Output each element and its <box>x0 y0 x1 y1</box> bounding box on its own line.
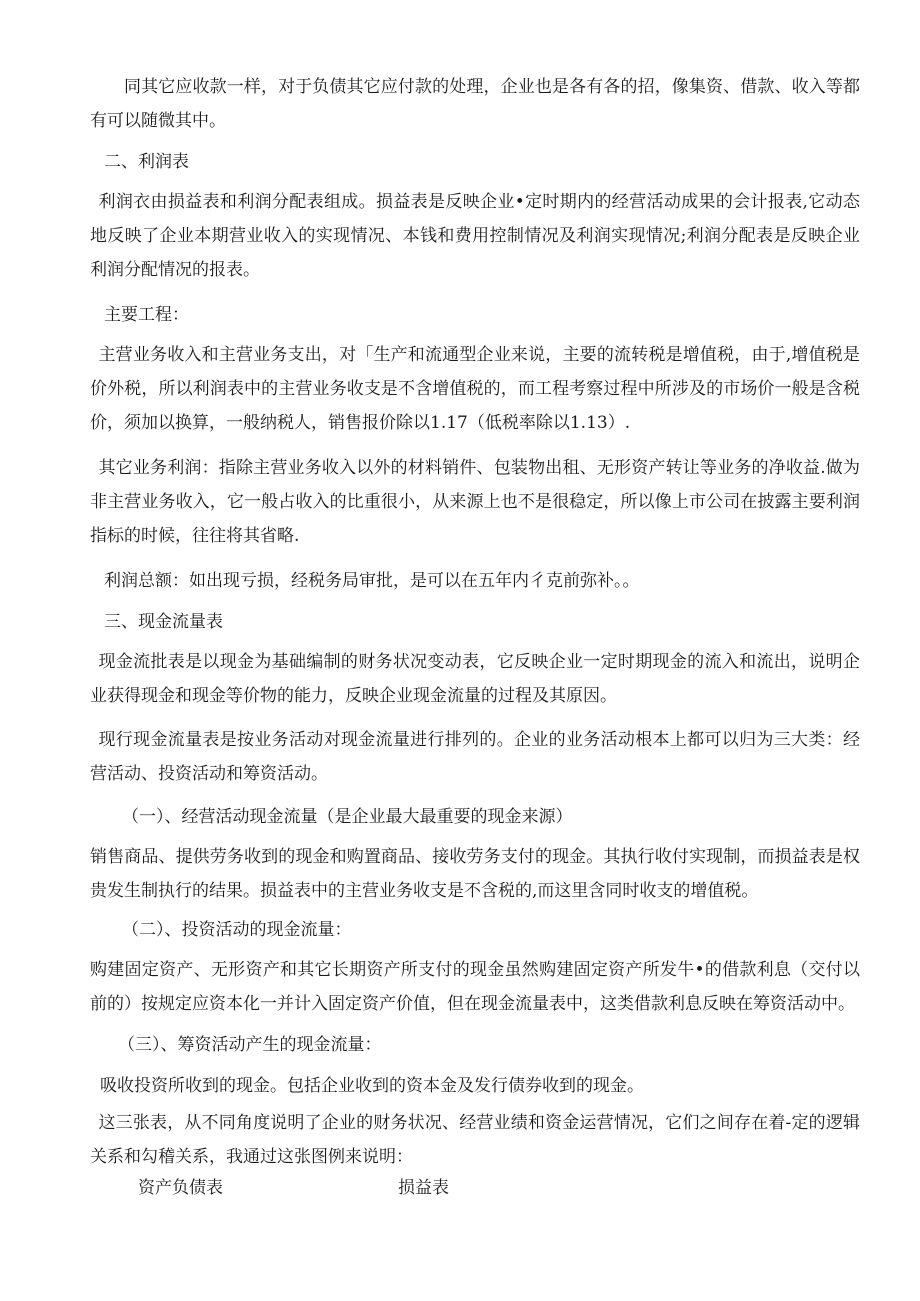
subheading-financing-cash-flow: （三）、筹资活动产生的现金流量： <box>118 1035 382 1055</box>
paragraph-main-business-revenue: 主营业务收入和主营业务支出，对「生产和流通型企业来说，主要的流转税是增值税，由于,增值税是价外税，所以利润表中的主营业务收支是不含增值税的，而工程考察过程中所涉及的市场价一般是含税价，须加以换算，一般纳税人，销售报价除以1.17（低税率除以1.13）. <box>90 345 860 433</box>
paragraph-operating-cash-flow: 销售商品、提供劳务收到的现金和购置商品、接收劳务支付的现金。其执行收付实现制，而损益表是权贵发生制执行的结果。损益表中的主营业务收支是不含税的,而这里含同时收支的增值税。 <box>90 847 860 901</box>
paragraph-activity-categories: 现行现金流量表是按业务活动对现金流量进行排列的。企业的业务活动根本上都可以归为三大类：经营活动、投资活动和筹资活动。 <box>90 730 860 784</box>
paragraph-other-payables: 同其它应收款一样，对于负债其它应付款的处理，企业也是各有各的招，像集资、借款、收入等都有可以随微其中。 <box>90 77 860 131</box>
section-heading-cash-flow: 三、现金流量表 <box>104 612 223 632</box>
diagram-label-income-statement: 损益表 <box>398 1178 449 1198</box>
paragraph-income-statement-intro: 利润衣由损益表和利润分配表组成。损益表是反映企业•定时期内的经营活动成果的会计报表,它动态地反映了企业本期营业收入的实现情况、本钱和费用控制情况及利润实现情况;利润分配表是反映企业利润分配情况的报表。 <box>90 192 860 280</box>
subheading-operating-cash-flow: （一）、经营活动现金流量（是企业最大最重要的现金来源） <box>122 807 573 827</box>
paragraph-financing-cash-flow: 吸收投资所收到的现金。包括企业收到的资本金及发行债券收到的现金。 <box>100 1076 644 1096</box>
subheading-investing-cash-flow: （二）、投资活动的现金流量： <box>122 920 352 940</box>
paragraph-cash-flow-intro: 现金流批表是以现金为基础编制的财务状况变动表，它反映企业一定时期现金的流入和流出，说明企业获得现金和现金等价物的能力，反映企业现金流量的过程及其原因。 <box>90 652 860 706</box>
subheading-main-items: 主要工程： <box>104 305 189 325</box>
diagram-label-balance-sheet: 资产负债表 <box>138 1178 223 1198</box>
paragraph-other-business-profit: 其它业务利润：指除主营业务收入以外的材料销件、包装物出租、无形资产转让等业务的净收益.做为非主营业务收入，它一般占收入的比重很小，从来源上也不是很稳定，所以像上市公司在披露主要利润指标的时候，往往将其省略. <box>90 458 860 546</box>
section-heading-income-statement: 二、利润表 <box>104 152 189 172</box>
paragraph-investing-cash-flow: 购建固定资产、无形资产和其它长期资产所支付的现金虽然购建固定资产所发牛•的借款利息（交付以前的）按规定应资本化一并计入固定资产价值，但在现金流量表中，这类借款利息反映在筹资活动中。 <box>90 960 860 1014</box>
paragraph-total-profit: 利润总额：如出现亏损，经税务局审批，是可以在五年内彳克前弥补。。 <box>104 571 640 591</box>
paragraph-three-statements-relation: 这三张表，从不同角度说明了企业的财务状况、经营业绩和资金运营情况，它们之间存在着-定的逻辑关系和勾稽关系，我通过这张图例来说明： <box>90 1113 860 1167</box>
